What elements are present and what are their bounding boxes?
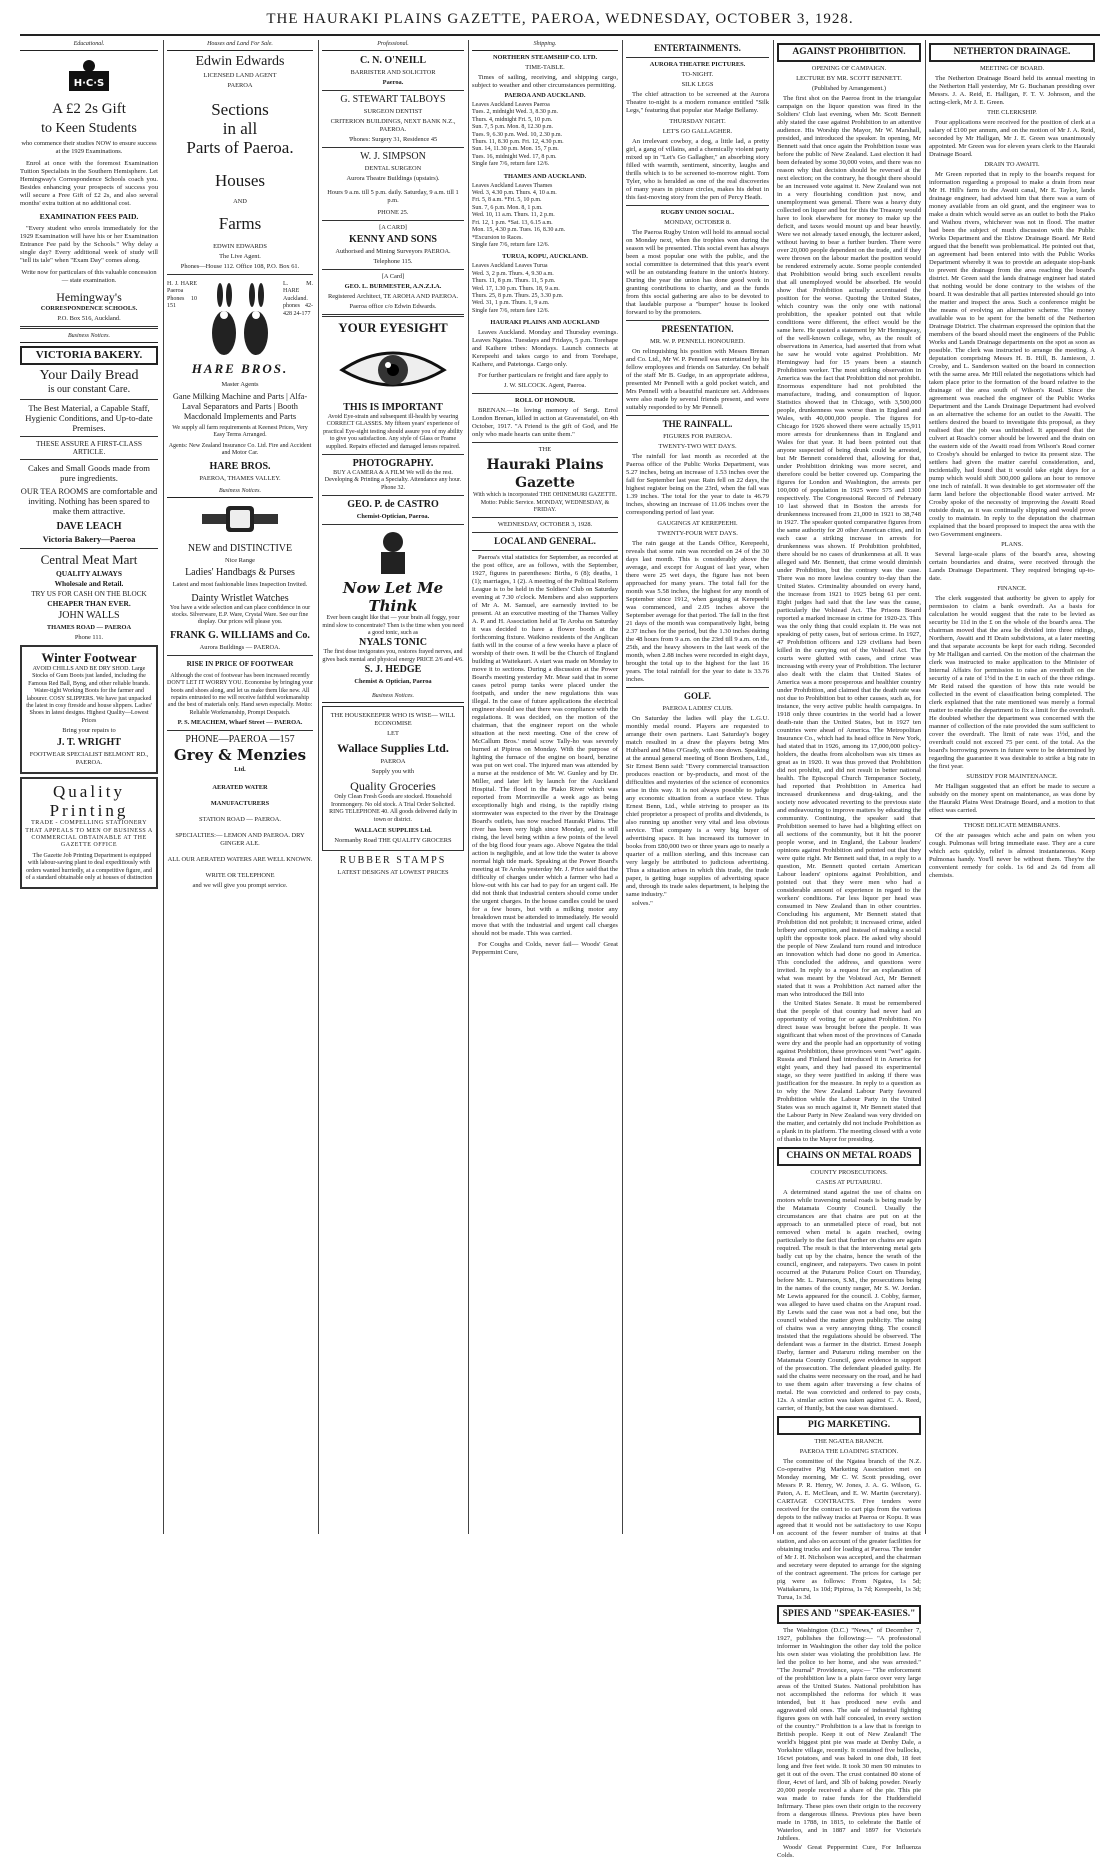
nyals-body: The first dose invigorates you, restores frayed nerves, and gives back mental and physical energy PRICE 2/6 and 4/6.	[322, 649, 464, 663]
loading-station: PAEROA THE LOADING STATION.	[799, 1448, 899, 1455]
hemingway-title: Hemingway's	[56, 290, 122, 304]
silk-legs: SILK LEGS	[681, 81, 714, 88]
plans: PLANS.	[1001, 541, 1023, 548]
photography-body: BUY A CAMERA & A FILM We will do the rest. Developing & Printing a Specialty. Attendance any hour. Phone 32.	[324, 470, 462, 491]
hare-bros-ad	[167, 281, 313, 361]
eyesight-body: Avoid Eye-strain and subsequent ill-health by wearing CORRECT GLASSES. My fifteen years' experience of practical Eye-sight testing should assure you of my ability to give you satisfaction. Any style of Glass or Frame supplied. Repairs effected and damaged lenses repaired.	[323, 414, 463, 450]
sj-hedge-sub: Chemist & Optician, Paeroa	[354, 678, 432, 686]
now-let-me-think: Now Let Me Think	[342, 579, 444, 616]
john-walls-sub: THAMES ROAD — PAEROA	[46, 624, 132, 631]
talboys-addr: CRITERION BUILDINGS, NEXT BANK N.Z., PAEROA.	[330, 118, 456, 133]
thinker-illustration	[322, 528, 464, 579]
local-general-body: Paeroa's vital statistics for September, as recorded at the post office, are as follows, with the September, 1927, figures in parentheses: Births, 6 (8); deaths, 1 (1); marriages, 1 (2). A meeting of the Political Reform League is to be held in the Soldiers' Club on Saturday evening at 7.30 o'clock. Members and also supporters of Mr A. M. Samuel, are earnestly invited to be present. At an executive meeting of the Thames Valley A. P. and H. Association held at Te Aroha on Saturday it was decided to have a flower booth at the forthcoming fixture. Waikino residents of the Anglican faith will in the course of a few weeks have a place of worship of their own. It will be the Church of England building at Waitekauri. A start was made on Monday to move it to sections. During a discussion at the Power Board's meeting yesterday Mr. Mear said that in some cases petrol pump tanks were placed under the footpath, and under the new regulations this was illegal. In the case of future applications the electrical engineer should see that there was compliance with the regulations. It was decided, on the motion of the chairman, that the engineer report on the whole situation at the next meeting. One of the crew of McCallum Bros.' metal scow Tally-ho was severely burned at Pipiroa on Monday. With the purpose of lighting the furnace of the engine on board, benzine was put on wet coal. The injured man was attended by a nurse at the residence of Mr. W. Gunley and by Dr. Miller, and later left by launch for the Auckland Hospital. The flood in the Piako River which was reported from Morrinsville a week ago as being exceptionally high and rising, is the rapidly rising stormwater was expected to the river by the Drainage Board's outlets, has now reached Hauraki Plains. The river has been very high since Monday, and is still rising, the level being within a few points of the level of the big flood four years ago. Above Ngatea the tidal action is negligible, and at low tide the water is above normal high tide mark. Speaking at the Power Board's meeting at Te Aroha yesterday Mr. J. Price said that the difficulty of charges under which a farmer who had a blow-out with his car had to pay for an urgent call. He did not think that industrial centers should come under the urgent charges. In the house candles could be used for a few hours, but with a milking motor any breakdown must be attended to immediately. He would move that with the industrial and urgent call charges should not be made. This was carried.	[472, 554, 618, 938]
gazette-sub: With which is incorporated THE OHINEMURI GAZETTE. Motto: Public Service. MONDAY, WEDNESDAY, & FRIDAY.	[472, 492, 618, 513]
column-rule	[468, 40, 469, 1534]
eye-icon	[338, 342, 448, 396]
wallace-supply: Supply you with	[371, 768, 415, 776]
time-table: TIME-TABLE.	[525, 64, 565, 71]
section-label: Houses and Land For Sale.	[167, 40, 313, 51]
rainfall-body: The rainfall for last month as recorded at the Paeroa office of the Public Works Department, was 5.27 inches, being an increase of 1.53 inches over the fall for September last year. Rain fell on 22 days, the highest register being on the 23rd, when the fall was 1.39 inches. The total for the year to date is 46.79 inches, showing an increase of 11.06 inches over the corresponding period of last year.	[626, 453, 769, 516]
column-prohibition	[777, 40, 921, 1859]
station-road: STATION ROAD — PAEROA.	[199, 816, 281, 824]
manufacturers: MANUFACTURERS	[210, 800, 270, 808]
against-prohibition: AGAINST PROHIBITION.	[777, 43, 921, 62]
hare-addr: PAEROA, THAMES VALLEY.	[199, 474, 281, 482]
wj-simpson: W. J. SIMPSON	[360, 151, 426, 162]
think-body: Ever been caught like that — your brain all foggy, your mind slow to concentrate? Then is the time when you need a good tonic, such as	[322, 615, 464, 637]
gaugings: GAUGINGS AT KEREPEEHI.	[657, 520, 738, 527]
hcs-logo	[20, 57, 158, 100]
write-telephone: WRITE OR TELEPHONE	[205, 872, 275, 880]
talboys-sub: SURGEON DENTIST	[363, 108, 423, 115]
watch-icon	[200, 502, 280, 536]
a-card: [A CARD]	[379, 224, 407, 231]
section-label: Educational.	[20, 40, 158, 51]
column-professional	[322, 40, 464, 1534]
a-card-2: [A Card]	[381, 273, 405, 280]
cn-oneill-town: Paeroa.	[382, 79, 404, 86]
rainfall-sub: FIGURES FOR PAEROA.	[663, 433, 732, 440]
central-meat-mart: Central Meat Mart	[40, 552, 138, 567]
chains-metal-roads: CHAINS ON METAL ROADS	[777, 1147, 921, 1166]
column-netherton	[929, 40, 1095, 1534]
section-label: Professional.	[322, 40, 464, 51]
column-rule	[318, 40, 319, 1534]
hare-right: L. M. HARE Auckland. phones 42-428 24-177	[283, 281, 313, 317]
de-castro: GEO. P. de CASTRO	[347, 499, 439, 511]
ee-town: PAEROA	[227, 82, 253, 89]
phone-157: PHONE—PAEROA —157	[185, 734, 295, 746]
wallace-supplies-2: WALLACE SUPPLIES Ltd.	[354, 826, 432, 834]
hare-rabbits-icon	[202, 281, 278, 361]
finance-body: The clerk suggested that authority be given to apply for permission to claim a bank overdraft. As a basis for calculation he would suggest that the rate to be levied as security be 11d in the £ on the whole of the board's area. The chairman moved that the area be divided into three ridings, Northern, Awaiti and H Drain subdivisions, at a later meeting and that separate accounts be kept for each riding. Seconded by Mr Halligan and carried. On the motion of the chairman the clerk was instructed to make application to the Minister of Internal Affairs for permission to raise an overdraft on the security of a rate of 1½d in the £ in each of the three ridings. Mr Reid raised the question of how this rate would be collected in the event of classification being completed. The clerk explained that the rate mentioned was merely a formal matter to enable the department to fix a limit for the overdraft. He doubted whether the department was concerned with the manner of collection of the rate provided the sum sufficient to cover the overdraft. The limit of rate was 1½d, and the overdraft could not exceed 75 per cent. of the total. As the board's borrowing powers in future were to be determined by regarding the guarantee it was desirable to strike a big rate in the first year.	[929, 595, 1095, 770]
kenny-sub: Authorised and Mining Surveyors PAEROA.	[335, 248, 451, 255]
hare-agents2: Agents: New Zealand Insurance Co. Ltd. Fire and Accident and Motor Car.	[168, 442, 312, 457]
edwin-edwards: Edwin Edwards	[195, 54, 285, 69]
clerkship-body: Four applications were received for the position of clerk at a salary of £100 per annum, and on the motion of Mr J. A. Reid, seconded by Mr Halligan, Mr J. E. Green was unanimously appointed. Mr Green was for eleven years clerk to the Hauraki Drainage Board.	[929, 119, 1095, 158]
simpson-phone: PHONE 25.	[377, 209, 409, 216]
lecture: LECTURE BY MR. SCOTT BENNETT.	[796, 75, 902, 82]
entertainments: ENTERTAINMENTS.	[654, 43, 741, 53]
section-label: Shipping.	[472, 40, 618, 51]
column-rule	[163, 40, 164, 1534]
section-label: Business Notices.	[167, 487, 313, 498]
wallace-supplies: Wallace Supplies Ltd.	[337, 741, 449, 756]
stewart-talboys: G. STEWART TALBOYS	[340, 94, 446, 105]
woods-cure: Woods' Great Peppermint Cure, For Influenza Colds.	[777, 1844, 921, 1859]
lets-go: LET'S GO GALLAGHER.	[662, 128, 733, 135]
bakery-assure: THESE ASSURE A FIRST-CLASS ARTICLE.	[36, 439, 142, 456]
in-all: in all	[222, 119, 258, 138]
jt-wright-sub: FOOTWEAR SPECIALIST BELMONT RD., PAEROA.	[29, 751, 149, 767]
cheaper: CHEAPER THAN EVER.	[47, 599, 131, 608]
ee-sub: LICENSED LAND AGENT	[203, 72, 277, 79]
spies-body: The Washington (D.C.) "News," of December 7, 1927, publishes the following:— "A professional informer in Washington the other day told the police his own sister was violating the prohibition law. He led the police to her home, and she was arrested." "The Journal" Providence, says:— "The enforcement of the prohibition law is a plain farce over very large areas of the United States. National prohibition has not accomplished the reforms for which it was intended, but it has produced new evils and aggravated old ones. The sale of industrial fighting figures goes on with half concealed, in every section of the country." Prohibition is a law that is foreign to British people. Keep it out of New Zealand! The world's biggest pint pie was made at Denby Dale, a Yorkshire village, recently. It contained five bullocks, 16cwt potatoes, and was baked in one dish, 18 feet long and five feet wide. It took 30 men 90 minutes to get it out of the oven. The crust contained 80 stone of flour, 4cwt of lard, and 3lb of baking powder. Nearly 20,000 people received a share of the pie. This pie was made to raise funds for the Huddersfield Infirmary. These pies own their origin to the recovery from a dangerous illness. Previous pies have been made in 1788, in 1815, to celebrate the Battle of Waterloo, and in 1887 and 1897 for Victoria's Jubilees.	[777, 1627, 921, 1842]
all-aerated: ALL OUR AERATED WATERS ARE WELL KNOWN.	[167, 856, 313, 864]
ad-body: Enrol at once with the foremost Examination Tuition Specialists in the Southern Hemisphere. Let Hemingway's Correspondence Schools coach you. Besides enhancing your prospects of success you will secure a Free Gift of £2 2s, and also several months' extra tuition at no additional cost.	[20, 160, 158, 207]
ad-sub: who commence their studies NOW to ensure success at the 1929 Examinations.	[21, 140, 157, 155]
coughs-line: For Coughs and Colds, never fail— Woods' Great Peppermint Cure,	[472, 941, 618, 957]
quality-groceries: Quality Groceries	[350, 779, 436, 794]
ee2: EDWIN EDWARDS	[213, 243, 267, 250]
quality-title: Quality	[53, 782, 125, 802]
ad-title: to Keen Students	[41, 121, 137, 136]
published: (Published by Arrangement.)	[811, 85, 886, 92]
frank-williams: FRANK G. WILLIAMS and Co.	[170, 629, 310, 641]
hpa-body: Leaves Auckland. Monday and Thursday evenings. Leaves Ngatea. Tuesdays and Fridays, 5 p.m. Torehape and Kaihere tribes: Mondays. Launch connects at Kerepeehi and takes cargo to and from Torehape, Kaihere, and Patetonga. Cargo only.	[472, 329, 618, 369]
prohibition-continuation: the United States Senate. It must be remembered that the people of that country had never had an opportunity of voting for or against Prohibition. No direct issue was brought before the people. It was significant that when most of the provinces of Canada were dry and the people had an opportunity of voting against Prohibition, these provinces went "wet" again. Russia and Finland had introduced it in America for eight years, and they had passed its experimental stage, so they were justified in asking if there was justification for the measure. In reply to a question as to why the New Zealand Labour Party favoured Prohibition while the Labour Party in the United States was so much against it, Mr Bennett stated that the Labour Party in New Zealand was very divided on the matter, and certainly did not include Prohibition as a plank in its platform. The meeting closed with a vote of thanks to the Mayor for presiding.	[777, 1000, 921, 1143]
rugby-body: The Paeroa Rugby Union will hold its annual social on Monday next, when the trophies won during the season will be presented. This social event has always been a most popular one with the public, and the social committee is determined that this year's event will be an outstanding feature in the union's history. During the year the union has done good work in granting contributions to charity, and as the funds from this social gathering are also to be devoted to that laudable purpose a "bumper" house is looked forward to by the promoters.	[626, 229, 769, 316]
printing-title: Printing	[49, 801, 129, 821]
rugby-date: MONDAY, OCTOBER 8.	[664, 219, 731, 226]
cases-putaruru: CASES AT PUTARURU.	[816, 1179, 882, 1186]
rise-in-price: RISE IN PRICE OF FOOTWEAR	[186, 659, 294, 668]
eye-illustration	[322, 342, 464, 396]
turua-kopu-table: Leaves Auckland Leaves Turua Wed. 3, 2 p.m. Thurs. 4, 9.30 a.m. Thurs. 11, 8 p.m. Thurs. 11, 5 p.m. Wed. 17, 1.30 p.m. Thurs. 18, 9 a.m. Thurs. 25, 8 p.m. Thurs. 25, 3.30 p.m. Wed. 31, 1 p.m. Thurs. 1, 9 a.m. Single fare 7/6, return fare 12/6.	[472, 263, 564, 314]
grey-menzies: Grey & Menzies	[173, 746, 307, 765]
cn-oneill-sub: BARRISTER AND SOLICITOR	[350, 69, 436, 76]
subsidy: SUBSIDY FOR MAINTENANCE.	[966, 773, 1058, 780]
column-houses	[167, 40, 313, 1534]
winter-footwear: Winter Footwear	[41, 650, 137, 665]
dave-leach: DAVE LEACH	[56, 521, 122, 532]
fees-body: "Every student who enrols immediately for the 1929 Examination will have his or her Examination Entrance Fee paid by the Schools." Why delay a single day? Every additional week of study will "tell its tale" when "Exam Day" comes along.	[20, 225, 158, 264]
this-is-important: THIS IS IMPORTANT	[343, 402, 443, 413]
thames-auckland: THAMES AND AUCKLAND.	[503, 172, 587, 180]
ad-title: A £2 2s Gift	[52, 101, 126, 117]
farms: Farms	[218, 214, 262, 233]
prohibition-body: The first shot on the Paeroa front in the triangular campaign on the liquor question was fired in the Soldiers' Club last evening, when Mr. Scott Bennett ably stated the case against Prohibition to an attentive audience. His Worship the Mayor, Mr W. Marshall, presided, and introduced the speaker. In opening, Mr Bennett said that once again the Prohibition issue was before the public of New Zealand. Last election it had been defeated by some 30,000 votes, and there was no reason why that decision should be reversed at the next election; on the contrary, he thought there should be an increased vote against it. New Zealand was not in a very flourishing condition just now, and unemployment was general. There was a heavy duty collected on liquor and but for this the Treasury would have to look elsewhere for money to make up the deficit, and taxes would mount up and bear heavily. Were we not already taxed enough, the lecturer asked, without having to bear a further burden. There were over 20,000 people dependent on the trade, and if they were thrown on the labour market the position would be rendered extremely acute. Some people contended that Prohibition would bring such excellent results that all unemployed would be absorbed. He would show that Prohibition actually accentuated the position for the worse. Quoting the United States, which country was the only one with national prohibition, the speaker pointed out that while conditions were different, the effect would be the same here. He quoted a statement by Mr Hemingway, of the well-known college, who, as the result of observations in America, had asserted that from what he saw he would vote against Prohibition. Mr Hemingway had for 15 years been a staunch Prohibition worker. The most striking observation in America was the fact that Prohibition did not prohibit. Enormous expenditure had not prohibited the manufacture, trading, and consumption of liquor. Statistics showed that in Chicago, with 3,500,000 people, drunkenness was worse than in England and Wales, with 40,000,000 people. The figures for Chicago for 1926 showed there were actually 15,911 more arrests for drunkenness than in England and Wales for that year. It had been pointed out that anyone suspected of being drunk could be arrested, but Mr Bennett considered that, allowing for that, under Prohibition drinking was more secret, and therefore could be better covered up. Comparing the figures for London and Washington, the arrests per 100,000 of population in 1925 were 575 and 1300 respectively. The Congressional Record of February 10 last showed that in Boston the arrests for drunkenness increased from 21,000 in 1921 to 38,748 in 1927. The speaker quoted comparative figures from the same authority for 20 other American cities, and in each case a striking increase in arrests for drunkenness was shown. If Prohibition prohibited, there should be no cases of drunkenness at all. It was alleged said Mr. Bennett, that crime would diminish under Prohibition, but the contrary was the case. There was no more lawless country to-day than the United States. Criminality abounded on every hand, the increase from 1921 to 1925 being 61 per cent. Eight judges had said that the law was the cause, particularly the Volstead Act. The Prisons Board reported a marked increase in crime for 1920-23. This was the only thing that could explain it. He was not speaking of petty cases, but of serious crime. In 1927, 47 Prohibition officers and 129 civilians had been killed in the carrying out of the Volstead Act. The courts were glutted with cases, and crime was increasing with every year of Prohibition. The lecturer also dealt with the claim that United States of America was a more prosperous and healthier country under Prohibition, and claimed that the death rate was not due to Prohibition but to other causes, such as, for instance, the very active public health campaigns. In 1918 only three countries in the world had a lower death-rate than the United States, but in 1927 ten countries were ahead of America. The Metropolitan Insurance Co., which had its head office in New York, had stated that in 1926, among its 17,000,000 policy-holders, the deaths from alcoholism was six times as great as in 1920. It was thus proved that Prohibition did not prohibit, and did not result in better national health. The Episcopal Church Temperance Society, had reported that Prohibition in America had increased drunkenness and drug-taking, and the society now advocated reverting to the previous state and endeavouring to improve matters by educating the community. Continuing, the speaker said that Prohibition seemed to have had a blighting effect on all sections of the community, but it hit the poorer people worse, and in England, the Labour leaders' opinions against Prohibition and pointed out that they were quite right. Mr Bennett said that, in a reply to a question, Mr. Bennett quoted certain American Labour leaders' opinions against Prohibition, and pointed out that they were men who had a considerable amount of experience in regard to the workers' conditions. Far less liquor per head was consumed in New Zealand than in other countries. Concluding his argument, Mr Bennett stated that Prohibition did not prohibit; it increased crime, aided bribery and corruption, and instead of making a social uplift the opposite took place. He asked why should the people of New Zealand turn round and introduce an innovation which had done no good in America. This concluded the address, and questions were invited. In reply to a request for an explanation of what was meant by the Volstead Act, Mr Bennett stated that it was a Prohibition Act named after the man who introduced the Bill into	[777, 95, 921, 998]
gauge-body: The rain gauge at the Lands Office, Kerepeehi, reveals that some rain was recorded on 24 of the 30 days last month. This is considerably above the average, and except for August of last year, when there were 25 wet days, the figure has not been approached for many years. The total fall for the month was 5.58 inches, the highest for any month of September since 1912, when gauging at Kerepeehi was commenced, and 2.05 inches above the September average for that period. The fall in the first 21 days of the month was comparatively light, being 2.37 inches for the period, but the 1.30 inches during the 48 hours from 9 a.m. on the 23rd till 9 a.m. on the 25th, and the heavy showers in the last week of the month, when 2.88 inches were recorded in eight days, brought the total up to the highest for the last 16 years. The total rainfall for the year to date is 33.76 inches.	[626, 540, 769, 683]
roll-of-honour: ROLL OF HONOUR.	[515, 397, 575, 405]
repair-line: Bring your repairs to	[62, 727, 116, 735]
cakes: Cakes and Small Goods made from pure ingredients.	[28, 463, 150, 483]
hauraki-plains-auckland: HAURAKI PLAINS AND AUCKLAND	[490, 319, 600, 327]
turua-kopu: TURUA, KOPU, AUCKLAND.	[502, 253, 588, 261]
prohibition-continued-block	[777, 1000, 921, 1860]
houses: Houses	[214, 171, 266, 190]
aurora-theatre: AURORA THEATRE PICTURES.	[649, 61, 746, 68]
photography: PHOTOGRAPHY.	[352, 458, 434, 470]
tea-rooms: OUR TEA ROOMS are comfortable and inviting. Nothing has been spared to make them attractive.	[20, 487, 158, 516]
frank-williams-sub: Aurora Buildings — PAEROA.	[199, 643, 281, 651]
column-educational	[20, 40, 158, 1534]
finance: FINANCE.	[997, 585, 1027, 592]
and: AND	[233, 198, 247, 205]
roll-body: BRENAN.—In loving memory of Sergt. Errol London Brenan, killed in action at Gravenstafel, on 4th October, 1917. "A Friend is the gift of God, and He only who made hearts can unite them."	[472, 407, 618, 439]
presentation-body: On relinquishing his position with Messrs Brenan and Co. Ltd., Mr W. P. Pennell was entertained by his fellow employees and friends on Saturday. On behalf of the staff Mr B. Gudge, in an appropriate address, presented Mr Pennell with a gold pocket watch, and Mrs Pennell with a beautiful manicure set. Addresses were also made by several friends present, and were suitably responded to by Mr Pennell.	[626, 348, 769, 411]
try-us: TRY US FOR CASH ON THE BLOCK	[31, 590, 147, 598]
silcock: J. W. SILCOCK. Agent, Paeroa.	[503, 382, 587, 390]
hemingway-sub: CORRESPONDENCE SCHOOLS.	[40, 305, 138, 312]
meeting-board: MEETING OF BOARD.	[979, 65, 1045, 72]
printing-foot: The Gazette Job Printing Department is equipped with labour-saving plant to deal expeditiously with orders wanted hurriedly, at a competitive figure, and of a standard obtainable only at houses of distinction	[25, 852, 153, 882]
burmester-sub: Registered Architect, TE AROHA AND PAEROA.	[327, 293, 459, 300]
netherton-body: The Netherton Drainage Board held its annual meeting in the Netherton Hall yesterday, Mr G. Buchanan presiding over Messrs. J. A. Reid, E. Halligan, F. T. V. Johnson, and the acting-clerk, Mr J. E. Green.	[929, 75, 1095, 106]
lgg-body: An irrelevant cowboy, a dog, a little lad, a pretty girl, a gang of villains, and a chemically violent party mixed up in "Let's Go Gallagher," an absorbing story filled with warmth, sentiment, sincerity, laughs and thrills which is to be screened to-morrow night. Tom Tyler, who is heralded as one of the real discoveries of many years in picture circles, makes his debut in this fast-moving story from the pen of Percy Heath.	[626, 138, 769, 201]
john-walls-phone: Phone 111.	[74, 634, 104, 641]
aerated: AERATED WATER	[212, 784, 268, 792]
tt-note: Times of sailing, receiving, and shipping cargo, subject to weather and other circumstances permitting.	[472, 74, 618, 89]
simpson-hours: Hours 9 a.m. till 5 p.m. daily. Saturday, 9 a.m. till 1 p.m.	[327, 189, 459, 204]
clerkship: THE CLERKSHIP.	[987, 109, 1037, 116]
golf: GOLF.	[684, 691, 711, 701]
column-shipping	[472, 40, 618, 1534]
your-eyesight: YOUR EYESIGHT	[338, 320, 448, 335]
chains-body: A determined stand against the use of chains on motors while traversing metal roads is being made by the Matamata County Council. Usually the circumstances are that chains are put on at the approach to an unmetalled piece of road, but not removed when metal is again reached, owing particularly to the fact that further on chains are again required. The result is that the intervening metal gets badly cut up by the chains, hence the wrath of the council, engineer, and ratepayers. Two cases in point occurred at the Putaruru Police Court on Thursday, before Mr. L. Paterson, S.M., the prosecutions being in the names of the county ranger, Mr S. W. Jordan. Mr Lewis appeared for the council. J. Cobby, farmer, was alleged to have used chains on the Arapuni road. By Lewis said the case was not a bad one, but the council wished the matter given publicity. The using of chains was a very annoying thing. The council insisted that the regulations should be observed. The defendant was a farmer in the district. Ernest Joseph Darby, farmer and Putaruru riding member on the Matamata County Council, gave evidence in support of the prosecution. The defendant pleaded guilty. He said the chains were necessary on the road, and he had to use them again after traversing a few chains of metal. He was convicted and ordered to pay costs, 12s. A similar action was taken against C. A. Reed, carrier, of Huntly, but the case was dismissed.	[777, 1189, 921, 1412]
sj-hedge: S. J. HEDGE	[364, 664, 422, 676]
fees-head: EXAMINATION FEES PAID.	[39, 212, 139, 221]
hare-foot: HARE BROS.	[209, 460, 271, 472]
ee2-sub: The Live Agent.	[219, 253, 261, 260]
golf-body: On Saturday the ladies will play the L.G.U. monthly medal round. Players are requested to arrange their own partners. Last Saturday's bogey match resulted in a draw the players being Mrs Hubbard and Miss O'Grady, with one down. Speaking at the annual general meeting of Bonn Brothers, Ltd., Sir Ernest Benn said: "Every commercial transaction produces reaction or by-products, and most of the difficulties and mysteries of the science of economics arise in this way. It is not always possible to judge any economic situation from a surface view. Thus Ernest Benn, Ltd., while striving to prosper as its chief proprietor a prospect of profits and dividends, is also running up another very vital and less obvious service. That company is a very big buyer of advertising space. It has increased its turnover in books from £80,000 two or three years ago to nearly a quarter of a million sterling, and this increase can very largely be attributed to judicious advertising. Thus a situation arises in which this trade, the trade paper, is getting huge supplies of advertising space and, through its trade sales department, is helping the same industry."	[626, 715, 770, 898]
handbags: Ladies' Handbags & Purses	[185, 566, 295, 578]
housekeeper: THE HOUSEKEEPER WHO IS WISE— WILL ECONOMISE	[330, 712, 456, 728]
thinking-man-icon	[363, 528, 423, 576]
hauraki-plains-gazette: Hauraki Plains Gazette	[486, 457, 604, 492]
printing-body: TRADE - COMPELLING STATIONERY THAT APPEALS TO MEN OF BUSINESS A COMMERCIAL OBTAINABLE AT THE GAZETTE OFFICE	[25, 820, 153, 849]
local-general: LOCAL AND GENERAL.	[494, 536, 596, 547]
rubber-sub: LATEST DESIGNS AT LOWEST PRICES	[337, 868, 449, 876]
plans-body: Several large-scale plans of the board's area, showing certain boundaries and drains, were received through the Lands Drainage Department. They required bringing up-to-date.	[929, 551, 1095, 582]
tonight: TO-NIGHT.	[681, 71, 714, 78]
burmester-office: Paeroa office c/o Edwin Edwards.	[349, 303, 437, 310]
specialties: SPECIALTIES:— LEMON AND PAEROA. DRY GINGER ALE.	[175, 832, 305, 848]
nyals-tonic: NYALS TONIC	[359, 637, 427, 649]
wristlet-body: You have a wide selection and can place confidence in our stocks. Silverware, E.P. Ware, Crystal Ware. See our fine display. Our prices will please you.	[169, 604, 311, 626]
torch-icon	[66, 57, 112, 97]
rubber-stamps: RUBBER STAMPS	[339, 854, 447, 866]
spies: SPIES AND "SPEAK-EASIES."	[777, 1605, 921, 1624]
svg-text:H·C·S: H·C·S	[73, 78, 105, 89]
simpson-sub: DENTAL SURGEON	[364, 165, 422, 172]
parts-of-paeroa: Parts of Paeroa.	[186, 138, 294, 157]
column-rule	[925, 40, 926, 1534]
subsidy-body: Mr Halligan suggested that an effort be made to secure a subsidy on the money spent on maintenance, as was done by the Hauraki Plains West Drainage Board, and a motion to that effect was carried.	[929, 783, 1095, 814]
northern-steamship: NORTHERN STEAMSHIP CO. LTD.	[492, 54, 598, 61]
golf-end: solves."	[632, 900, 653, 907]
victoria-bakery-title: VICTORIA BAKERY.	[20, 346, 158, 365]
hemingway-addr: P.O. Box 516, Auckland.	[57, 315, 121, 322]
the: THE	[538, 446, 552, 454]
column-rule	[622, 40, 623, 1534]
meachem: P. S. MEACHEM, Wharf Street — PAEROA.	[177, 719, 303, 727]
rise-body: Although the cost of footwear has been increased recently DON'T LET IT WORRY YOU. Economise by bringing your boots and shoes along, and let us make them like new. All repairs entrusted to me will receive faithful workmanship and the best of materials only. Hand sewn especially. Motto: Reliable Workmanship, Prompt Despatch.	[167, 672, 314, 716]
pig-body: The committee of the Ngatea branch of the N.Z. Co-operative Pig Marketing Association met on Monday morning, Mr C. W. Scott presiding, over Messrs P. R. Henry, W. Jones, J. A. G. Wilson, G. Paton, A. E. McClean, and E. W. Martin (secretary). CARTAGE CONTRACTS. Five tenders were received for the contract to cart pigs from the various depots to the railway tracks at Paeroa or Kopu. It was agreed that it would not be satisfactory to use Kopu on account of the fewer number of trains at that station, and also on account of the greater facilities for obtaining trucks and for loading at Paeroa. The tender of Mr J. H. Nicholson was accepted, and the chairman and secretary were deputed to arrange for the signing of the contract agreement. The prices for cartage per pig were as follows: From Ngatea, 1s 5d; Waitakaruru, 1s 10d; Pipiroa, 1s 7d; Kerepeehi, 1s 3d; Turua, 1s 3d.	[777, 1458, 921, 1601]
master-agents: Master Agents	[221, 381, 259, 388]
let: LET	[387, 730, 399, 738]
talboys-phone: 'Phones: Surgery 31, Residence 45	[348, 136, 438, 143]
further-particulars: For further particulars re freight and fare apply to	[478, 372, 609, 380]
latest-lines: Latest and most fashionable lines Inspection Invited.	[172, 580, 308, 588]
column-rule	[773, 40, 774, 1534]
gauge-days: TWENTY-FOUR WET DAYS.	[657, 530, 738, 537]
sections: Sections	[211, 100, 269, 119]
wholesale: Wholesale and Retail.	[54, 579, 124, 588]
drain-body: Mr Green reported that in reply to the board's request for information regarding a proposal to make a drain from near Mr H. Hill's farm to the Awaiti canal, Mr E. Taylor, lands drainage engineer, had advised him that there was a sum of money available from an old grant, and the engineer was to make a drain which would serve as an outlet to both the Piako and Waihou rivers, whichever was not in flood. The matter had been the subject of much discussion with the Public Works Department and the Elstow Drainage Board. Mr Reid argued that the benefit was problematical. He pointed out that, an agreement had been entered into with the Public Works Department whereby it was to provide an adequate stop-bank to prevent the drainage from the area reaching the board's district. Mr Green said the lands drainage engineer had stated that nothing would be done contrary to the wishes of the board. It was desirable that all parties interested should go into the matter and inspect the area. Such a conference might be the means of evolving an alternative scheme. The money available was to be spent for the benefit of the Netherton Drainage District. The chairman expressed the opinion that the members of the board should meet the engineers of the Public Works and Lands Drainage departments on the spot as soon as possible. The clerk was instructed to arrange the meeting. A deputation comprising Messrs H. B. Hill, B. Jamieson, J. Crosby, and L. Sanderson waited on the board in connection with the same area. Mr Hill related the negotiations which had taken place prior to the formation of the board relative to the drainage of the area south of Wilson's Road. Since the agreement was reached the engineer of the Public Works Department and the Lands Drainage Department had evolved as an alternative the scheme for an outlet to the Awaiti. The settlers desired the board to investigate this proposal, as they realised that the job was unfinished. It appeared that the culvert at Roach's corner should be lowered and the drain on the eastern side of the Awaiti road from Wilson's Road corner to Crosby's should be enlarged to twice its present size. The settlers had given the matter careful consideration, and, incidentally, had found that it would take eight days for a pump which would shift 300,000 gallons an hour to remove one inch of rainfall. It was desirable to get stormwater off the farm land before the objectionable flood water arrived. Mr Crosby spoke of the necessity of improving the Awaiti Road outside drain, as it was continually slipping and would prove costly to maintain. In reply to the deputation the chairman explained that the board proposed to inspect the area with the two Government engineers.	[929, 171, 1095, 538]
winter-footwear-body: AVOID CHILLS AND BE DRY SHOD. Large Stocks of Gum Boots just landed, including the Famous Red Ball, Byng, and other reliable brands. Water-tight Working Boots for the farmer and labourer. COSY SLIPPERS. We have just unpacked the latest in cosy fireside and house slippers. Ladies' Shoes in latest designs. Highest Quality—Lowest Prices	[26, 666, 152, 724]
ee2-phone: Phones—House 112. Office 108, P.O. Box 61.	[180, 263, 300, 270]
drain-awaiti: DRAIN TO AWAITI.	[984, 161, 1040, 168]
john-walls: JOHN WALLS	[58, 610, 120, 621]
pig-marketing: PIG MARKETING.	[777, 1416, 921, 1435]
daily-bread: Your Daily Bread	[39, 368, 139, 383]
wallace-supplies-sub: Normanby Road THE QUALITY GROCERS	[334, 836, 452, 844]
bakery-body: The Best Material, a Capable Staff, Hygienic Conditions, and Up-to-date Premises.	[25, 403, 153, 433]
grey-menzies-ltd: Ltd.	[234, 766, 246, 774]
watch-illustration	[167, 502, 313, 539]
presentation: PRESENTATION.	[661, 324, 734, 334]
groceries-body: Only Clean Fresh Goods are stocked. Household Ironmongery. No old stock. A Trial Order Solicited. RING TELEPHONE 40. All goods delivered daily in town or district.	[329, 794, 457, 823]
rugby-social: RUGBY UNION SOCIAL.	[660, 209, 735, 216]
quality-always: QUALITY ALWAYS	[56, 569, 122, 578]
paeroa-auckland: PAEROA AND AUCKLAND.	[504, 92, 586, 99]
column-entertainments	[626, 40, 769, 1534]
gazette-date: WEDNESDAY, OCTOBER 3, 1928.	[497, 521, 593, 529]
jt-wright: J. T. WRIGHT	[57, 737, 121, 749]
county-prosecutions: COUNTY PROSECUTIONS.	[810, 1169, 888, 1176]
thames-auckland-table: Leaves Auckland Leaves Thames Wed. 3, 4.30 p.m. Thurs. 4, 10 a.m. Fri. 5, 8 a.m. *Fri. 5, 10 p.m. Sun. 7, 6 p.m. Mon. 8, 1 p.m. Wed. 10, 11 a.m. Thurs. 11, 2 p.m. Fri. 12, 1 p.m. *Sat. 13, 6.15 a.m. Mon. 15, 4.30 p.m. Tues. 16, 8.30 a.m. *Excursion to Races. Single fare 7/6, return fare 12/6.	[472, 182, 566, 248]
silk-body: The chief attraction to be screened at the Aurora Theatre to-night is a modern romance entitled "Silk Legs," featuring that popular star Madge Bellamy.	[626, 91, 769, 114]
nice-range: Nice Range	[225, 556, 255, 564]
rainfall-days: TWENTY-TWO WET DAYS.	[658, 443, 737, 450]
section-label: Business Notices.	[322, 692, 464, 703]
membranes-body: Of the air passages which ache and pain on when you cough. Pulmonas will bring immediate ease. They are a cure which acts quickly, relief is almost instantaneous. Keep Pulmonas handy. You'll never be without them. They're the convenient remedy for colds. 1s 6d and 2s 6d from all chemists.	[929, 832, 1095, 879]
write-now: Write now for particulars of this valuable concession — state examination.	[21, 269, 157, 284]
hare-supply: We supply all farm requirements at Keenest Prices, Very Easy Terms Arranged.	[172, 425, 308, 439]
wallace-town: PAEROA	[380, 758, 406, 766]
kenny-sons: KENNY AND SONS	[349, 234, 437, 245]
hare-left: H. J. HARE Paeroa Phones 10 151	[167, 281, 197, 310]
kenny-phone: Telephone 115.	[373, 258, 413, 265]
burmester: GEO. L. BURMESTER, A.N.Z.I.A.	[344, 283, 442, 290]
hare-bros-logo: HARE BROS.	[191, 361, 289, 376]
golf-sub: PAEROA LADIES' CLUB.	[662, 705, 733, 712]
opening-campaign: OPENING OF CAMPAIGN.	[811, 65, 887, 72]
paeroa-auckland-table: Leaves Auckland Leaves Paeroa Tues. 2, midnight Wed. 3, 8.30 p.m. Thurs. 4, midnight Fri. 5, 10 p.m. Sun. 7, 5 p.m. Mon. 8, 12.30 p.m. Tues. 9, 6.30 p.m. Wed. 10, 2.30 p.m. Thurs. 11, 8.30 p.m. Fri. 12, 4.30 p.m. Sun. 14, 11.30 p.m. Mon. 15, 7 p.m. Tues. 16, midnight Wed. 17, 8 p.m. Single fare 7/6, return fare 12/6.	[472, 102, 564, 168]
masthead: THE HAURAKI PLAINS GAZETTE, PAEROA, WEDNESDAY, OCTOBER 3, 1928.	[20, 4, 1100, 36]
prompt-service: and we will give you prompt service.	[192, 882, 288, 890]
wristlet-watches: Dainty Wristlet Watches	[191, 592, 289, 604]
membranes: THOSE DELICATE MEMBRANES.	[963, 822, 1061, 829]
hare-items: Gane Milking Machine and Parts | Alfa-Laval Separators and Parts | Booth Macdonald Implements and Parts	[172, 392, 308, 421]
ngatea-branch: THE NGATEA BRANCH.	[814, 1438, 884, 1445]
thursday-night: THURSDAY NIGHT.	[669, 118, 726, 125]
cn-oneill: C. N. O'NEILL	[359, 55, 427, 66]
de-castro-sub: Chemist-Optician, Paeroa.	[356, 513, 430, 521]
presentation-sub: MR. W. P. PENNELL HONOURED.	[650, 338, 745, 345]
dave-sub: Victoria Bakery—Paeroa	[42, 534, 136, 544]
new-distinctive: NEW and DISTINCTIVE	[187, 542, 293, 554]
section-label: Business Notices.	[20, 332, 158, 343]
the-rainfall: THE RAINFALL.	[662, 419, 733, 429]
netherton-drainage: NETHERTON DRAINAGE.	[929, 43, 1095, 62]
simpson-addr: Aurora Theatre Buildings (upstairs).	[346, 175, 440, 182]
constant-care: is our constant Care.	[47, 384, 131, 395]
